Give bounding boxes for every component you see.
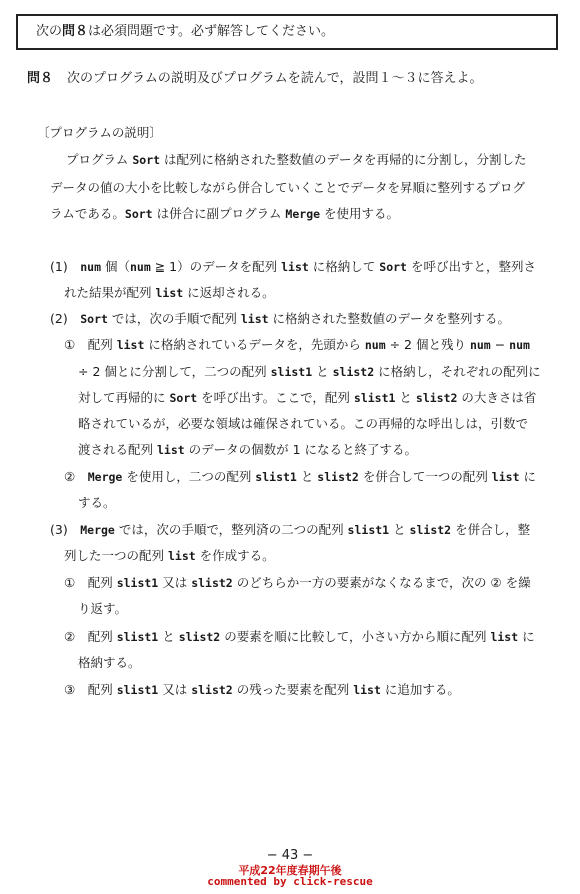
item-2-2-line-1: ② Merge を使用し，二つの配列 slist1 と slist2 を併合して一つの配列 list に (64, 469, 536, 484)
commentary-credit: commented by click-rescue (207, 875, 373, 888)
page-number: − 43 − (266, 848, 314, 863)
item-1-line-1: (1) num 個（num ≧ 1）のデータを配列 list に格納して Sort を呼び出すと，整列さ (50, 259, 536, 274)
item-2-1-line-5: 渡される配列 list のデータの個数が 1 になると終了する。 (78, 442, 418, 457)
exam-session-label: 平成22年度春期午後 (238, 864, 342, 877)
item-3-1-line-1: ① 配列 slist1 又は slist2 のどちらか一方の要素がなくなるまで，次の ② を繰 (64, 575, 531, 590)
intro-line-2: データの値の大小を比較しながら併合していくことでデータを昇順に整列するプログ (50, 180, 526, 195)
item-1-line-2: れた結果が配列 list に返却される。 (64, 285, 275, 300)
notice-question-number: 問８ (62, 24, 89, 39)
item-3-2-line-2: 格納する。 (78, 655, 141, 670)
item-2-1-line-4: 略されているが，必要な領域は確保されている。この再帰的な呼出しは，引数で (78, 416, 529, 431)
notice-text-pre: 次の (36, 24, 63, 39)
section-title: 〔プログラムの説明〕 (37, 125, 162, 140)
item-2-1-line-3: 対して再帰的に Sort を呼び出す。ここで，配列 slist1 と slist2 の大きさは省 (78, 390, 537, 405)
notice-text-post: は必須問題です。必ず解答してください。 (88, 24, 334, 39)
item-2-line-1: (2) Sort では，次の手順で配列 list に格納された整数値のデータを整列する。 (50, 311, 511, 326)
required-question-notice (16, 14, 558, 50)
item-3-line-1: (3) Merge では，次の手順で，整列済の二つの配列 slist1 と slist2 を併合し，整 (50, 522, 531, 537)
item-2-2-line-2: する。 (78, 495, 116, 510)
item-3-2-line-1: ② 配列 slist1 と slist2 の要素を順に比較して，小さい方から順に配列 list に (64, 629, 535, 644)
item-3-3-line-1: ③ 配列 slist1 又は slist2 の残った要素を配列 list に追加する。 (64, 682, 460, 697)
intro-line-1: プログラム Sort は配列に格納された整数値のデータを再帰的に分割し，分割した (66, 152, 527, 167)
item-3-line-2: 列した一つの配列 list を作成する。 (64, 548, 275, 563)
item-3-1-line-2: り返す。 (78, 601, 128, 616)
intro-line-3: ラムである。Sort は併合に副プログラム Merge を使用する。 (50, 206, 400, 221)
item-2-1-line-2: ÷ 2 個とに分割して，二つの配列 slist1 と slist2 に格納し，それぞれの配列に (78, 364, 541, 379)
question-instruction: 次のプログラムの説明及びプログラムを読んで，設問１〜３に答えよ。 (67, 71, 483, 86)
item-2-1-line-1: ① 配列 list に格納されているデータを，先頭から num ÷ 2 個と残り num − num (64, 337, 530, 352)
question-number: 問８ (27, 71, 54, 86)
question-heading (27, 70, 567, 88)
